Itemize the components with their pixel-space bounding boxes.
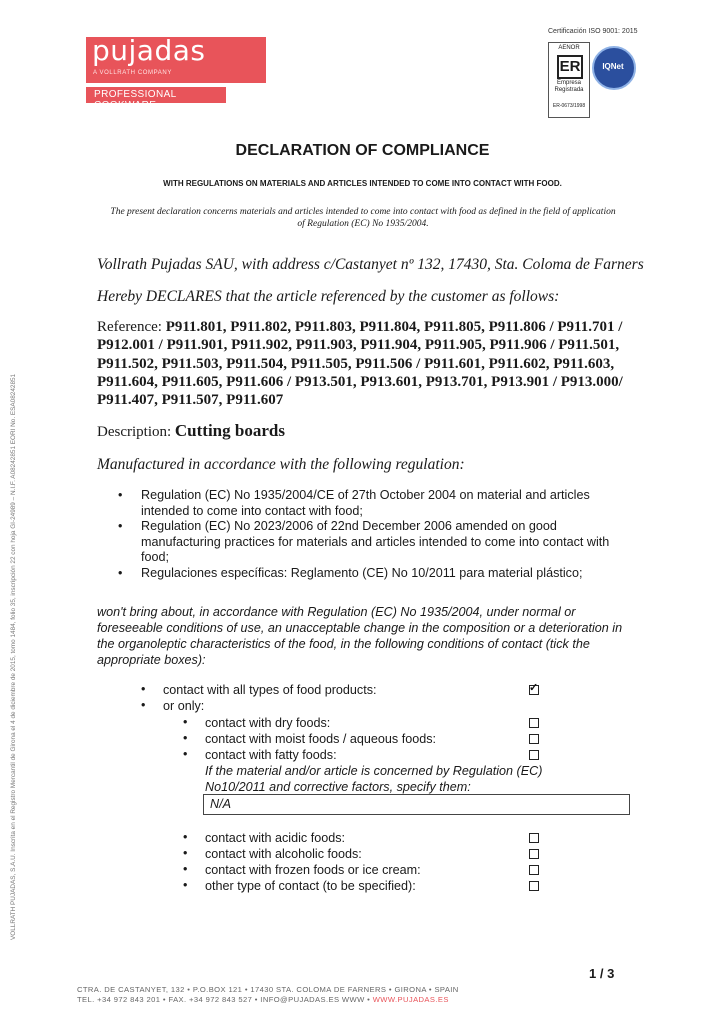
bullet-icon: • bbox=[141, 698, 146, 712]
legal-side-text: VOLLRATH PUJADAS, S.A.U. Inscrita en el Registro Mercantil de Girona el 4 de diciembre de 2015, tomo 1484, folio 35, inscripción 22 con hoja GI-24989 – N.I.F. A08242851 EORI No. ESA08242851 bbox=[10, 373, 17, 940]
reference-value: P911.801, P911.802, P911.803, P911.804, P911.805, P911.806 / P911.701 / P912.001 / P911.901, P911.902, P911.903, P911.904, P911.905, P911.906 / P911.501, P911.502, P911.503, P911.504, P911.505, P911.506 / P911.601, P911.602, P911.603, P911.604, P911.605, P911.606 / P913.501, P913.601, P913.701, P913.901 / P913.000/ P911.407, P911.507, P911.607 bbox=[97, 319, 623, 409]
contact-acidic-label: contact with acidic foods: bbox=[205, 831, 346, 845]
contact-all-label: contact with all types of food products: bbox=[163, 683, 377, 697]
logo-wordmark: pujadas bbox=[92, 34, 206, 67]
logo-subline: A VOLLRATH COMPANY bbox=[93, 70, 172, 76]
aenor-er-mark: ER bbox=[557, 55, 583, 79]
aenor-code: ER-0673/1998 bbox=[552, 103, 586, 109]
corrective-factors-value: N/A bbox=[210, 797, 231, 811]
footer-contact-text: TEL. +34 972 843 201 • FAX. +34 972 843 527 • INFO@PUJADAS.ES WWW • bbox=[77, 995, 371, 1004]
iqnet-label: IQNet bbox=[602, 62, 624, 71]
footer-website-link[interactable]: WWW.PUJADAS.ES bbox=[372, 995, 449, 1004]
bullet-icon: • bbox=[141, 682, 146, 696]
bullet-icon: • bbox=[118, 488, 123, 502]
iqnet-badge-icon bbox=[592, 46, 636, 90]
page-number: 1 / 3 bbox=[589, 966, 615, 981]
list-item: • Regulation (EC) No 2023/2006 of 22nd December 2006 amended on good manufacturing practices for materials and articles intended to come into contact with food; bbox=[118, 519, 610, 564]
contact-dry-checkbox[interactable] bbox=[529, 718, 539, 728]
aenor-badge-icon bbox=[548, 42, 590, 118]
description-block bbox=[97, 421, 285, 441]
bullet-icon: • bbox=[118, 565, 123, 580]
contact-dry-label: contact with dry foods: bbox=[205, 716, 331, 730]
bullet-icon: • bbox=[118, 519, 123, 533]
contact-other-label: other type of contact (to be specified): bbox=[205, 879, 416, 893]
aenor-title: AENOR bbox=[558, 45, 580, 51]
aenor-line2: Registrada bbox=[554, 87, 584, 93]
contact-alcoholic-label: contact with alcoholic foods: bbox=[205, 847, 362, 861]
corrective-factors-field[interactable] bbox=[203, 794, 630, 815]
bullet-icon: • bbox=[183, 878, 188, 892]
bullet-icon: • bbox=[183, 830, 188, 844]
bullet-icon: • bbox=[183, 747, 188, 761]
page-subtitle: WITH REGULATIONS ON MATERIALS AND ARTICLES INTENDED TO COME INTO CONTACT WITH FOOD. bbox=[163, 179, 562, 188]
list-item: • Regulation (EC) No 1935/2004/CE of 27th October 2004 on material and articles intended to come into contact with food; bbox=[118, 488, 590, 518]
description-label: Description: bbox=[97, 424, 172, 440]
footer-address: CTRA. DE CASTANYET, 132 • P.O.BOX 121 • 17430 STA. COLOMA DE FARNERS • GIRONA • SPAIN bbox=[77, 985, 459, 994]
reference-label: Reference: bbox=[97, 319, 162, 335]
contact-acidic-checkbox[interactable] bbox=[529, 833, 539, 843]
company-line: Vollrath Pujadas SAU, with address c/Castanyet nº 132, 17430, Sta. Coloma de Farners bbox=[97, 256, 644, 273]
bullet-icon: • bbox=[183, 731, 188, 745]
contact-fatty-label: contact with fatty foods: bbox=[205, 748, 337, 762]
page-title: DECLARATION OF COMPLIANCE bbox=[235, 142, 490, 159]
contact-all-checkbox[interactable] bbox=[529, 685, 539, 695]
aenor-line1: Empresa bbox=[556, 80, 581, 86]
intro-text: The present declaration concerns materials and articles intended to come into contact with food as defined in the field of application of Regulation (EC) No 1935/2004. bbox=[110, 207, 616, 229]
contact-frozen-checkbox[interactable] bbox=[529, 865, 539, 875]
or-only-label: or only: bbox=[163, 699, 205, 713]
reference-block bbox=[97, 318, 637, 409]
manufactured-line: Manufactured in accordance with the following regulation: bbox=[97, 456, 465, 473]
regulation-list bbox=[118, 488, 628, 581]
bullet-icon: • bbox=[183, 846, 188, 860]
contact-moist-checkbox[interactable] bbox=[529, 734, 539, 744]
regulation-note: If the material and/or article is concerned by Regulation (EC) No10/2011 and corrective factors, specify them: bbox=[205, 764, 543, 794]
contact-frozen-label: contact with frozen foods or ice cream: bbox=[205, 863, 421, 877]
description-value: Cutting boards bbox=[174, 421, 285, 440]
bullet-icon: • bbox=[183, 862, 188, 876]
contact-alcoholic-checkbox[interactable] bbox=[529, 849, 539, 859]
contact-fatty-checkbox[interactable] bbox=[529, 750, 539, 760]
bullet-icon: • bbox=[183, 715, 188, 729]
list-item: • Regulaciones específicas: Reglamento (CE) No 10/2011 para material plástico; bbox=[118, 565, 583, 580]
footer-contact bbox=[77, 995, 449, 1004]
declares-line: Hereby DECLARES that the article referenced by the customer as follows: bbox=[97, 288, 560, 305]
contact-moist-label: contact with moist foods / aqueous foods: bbox=[205, 732, 437, 746]
contact-other-checkbox[interactable] bbox=[529, 881, 539, 891]
logo-band-text: PROFESSIONAL COOKWARE bbox=[94, 89, 177, 111]
conditions-paragraph: won't bring about, in accordance with Regulation (EC) No 1935/2004, under normal or foreseeable conditions of use, an unacceptable change in the composition or a deterioration in the organoleptic characteristics of the food, in the following conditions of contact (tick the appropriate boxes): bbox=[97, 605, 623, 667]
certification-label: Certificación ISO 9001: 2015 bbox=[548, 28, 638, 35]
logo-band bbox=[86, 87, 226, 111]
